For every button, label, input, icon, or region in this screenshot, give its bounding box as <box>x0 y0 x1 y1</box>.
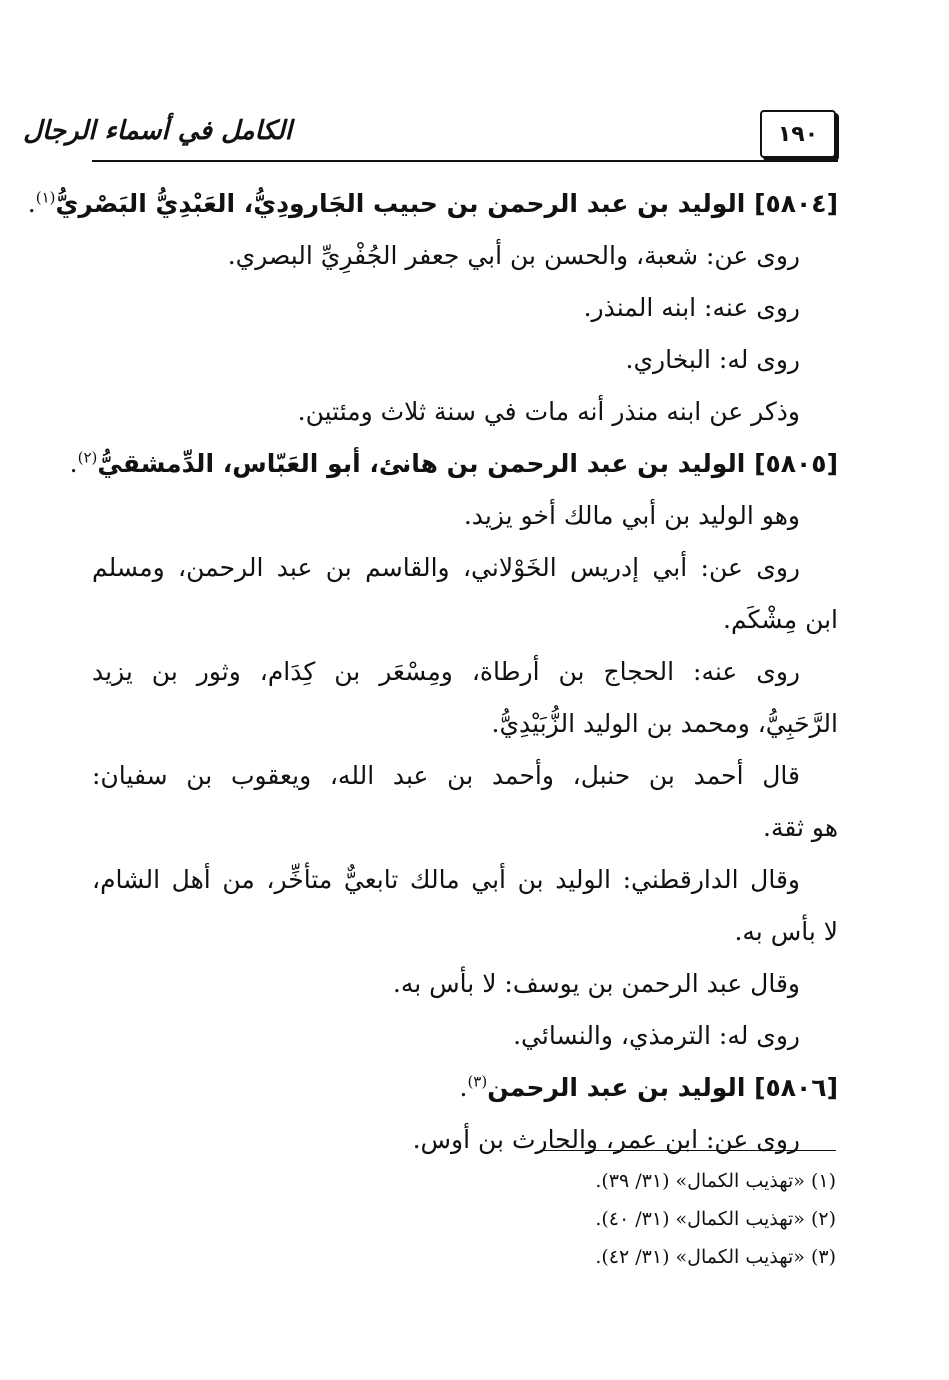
footnotes <box>92 1162 836 1276</box>
book-title: الكامل في أسماء الرجال <box>23 116 292 146</box>
footnote: (٢) «تهذيب الكمال» (٣١/ ٤٠). <box>595 1208 836 1230</box>
text-line: روى عنه: ابنه المنذر. <box>583 293 800 322</box>
footnote-ref: (٣) <box>467 1072 488 1091</box>
text-line: روى عن: ابن عمر، والحارث بن أوس. <box>412 1125 800 1154</box>
entry-title: [٥٨٠٤] الوليد بن عبد الرحمن بن حبيب الجَارودِيُّ، العَبْدِيُّ البَصْريُّ <box>55 189 838 218</box>
entry-title-tail: . <box>459 1073 468 1102</box>
footnote-ref: (١) <box>35 188 56 207</box>
text-line: الرَّحَبِيُّ، ومحمد بن الوليد الزُّبَيْدِيُّ. <box>491 709 838 738</box>
entry-title: [٥٨٠٥] الوليد بن عبد الرحمن بن هانئ، أبو العَبّاس، الدِّمشقيُّ <box>97 449 838 478</box>
entry-title-tail: . <box>69 449 78 478</box>
text-line: هو ثقة. <box>763 813 838 842</box>
text-line: روى عن: شعبة، والحسن بن أبي جعفر الجُفْرِيِّ البصري. <box>227 241 800 270</box>
page-number-box <box>760 110 836 158</box>
text-line: روى عنه: الحجاج بن أرطاة، ومِسْعَر بن كِدَام، وثور بن يزيد <box>92 657 800 686</box>
text-line: وذكر عن ابنه منذر أنه مات في سنة ثلاث ومئتين. <box>297 397 800 426</box>
footnote-divider <box>540 1150 836 1151</box>
text-line: لا بأس به. <box>734 917 838 946</box>
footnote: (١) «تهذيب الكمال» (٣١/ ٣٩). <box>595 1170 836 1192</box>
page-body <box>27 178 838 1166</box>
entry-title-tail: . <box>27 189 36 218</box>
page-number: ١٩٠ <box>777 121 819 147</box>
footnote-ref: (٢) <box>77 448 98 467</box>
text-line: وهو الوليد بن أبي مالك أخو يزيد. <box>463 501 800 530</box>
entry-heading <box>27 178 838 230</box>
entry-heading <box>69 438 838 490</box>
entry-title: [٥٨٠٦] الوليد بن عبد الرحمن <box>487 1073 838 1102</box>
footnote: (٣) «تهذيب الكمال» (٣١/ ٤٢). <box>595 1246 836 1268</box>
text-line: روى له: البخاري. <box>625 345 800 374</box>
entry-heading <box>92 1062 838 1114</box>
text-line: روى عن: أبي إدريس الخَوْلاني، والقاسم بن عبد الرحمن، ومسلم <box>92 553 800 582</box>
text-line: قال أحمد بن حنبل، وأحمد بن عبد الله، ويعقوب بن سفيان: <box>92 761 800 790</box>
text-line: وقال عبد الرحمن بن يوسف: لا بأس به. <box>392 969 800 998</box>
header-rule <box>92 160 838 162</box>
text-line: ابن مِشْكَم. <box>723 605 838 634</box>
text-line: وقال الدارقطني: الوليد بن أبي مالك تابعيٌّ متأخِّر، من أهل الشام، <box>92 865 800 894</box>
text-line: روى له: الترمذي، والنسائي. <box>513 1021 800 1050</box>
